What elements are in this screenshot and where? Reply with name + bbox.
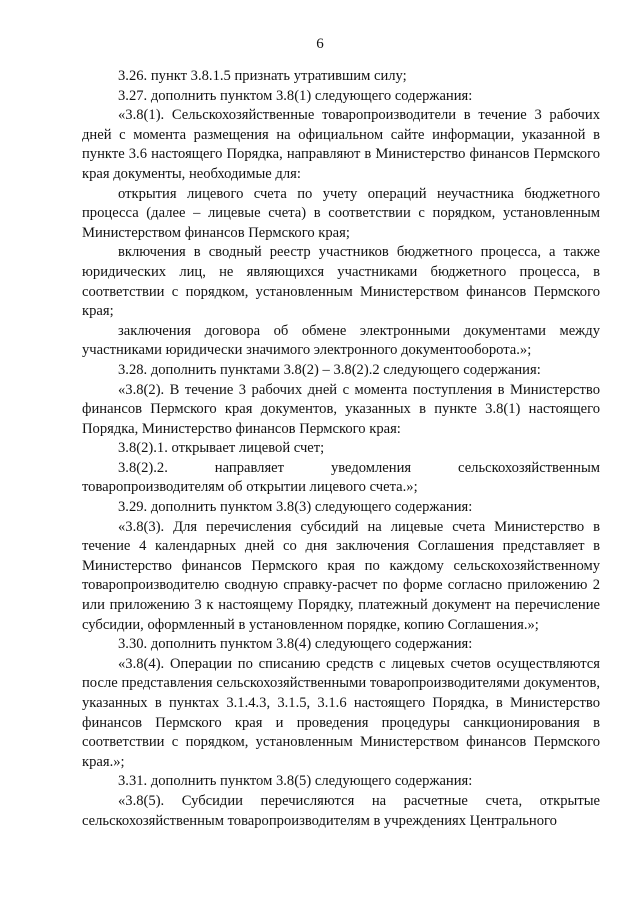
paragraph-3-30: 3.30. дополнить пунктом 3.8(4) следующего содержания: bbox=[118, 636, 473, 653]
paragraph-3-8-2-2: 3.8(2).2. направляет уведомления сельскохозяйственным товаропроизводителям об открытии лицевого счета.»; bbox=[82, 459, 600, 496]
paragraph-edo-agreement: заключения договора об обмене электронными документами между участниками юридически значимого электронного документооборота.»; bbox=[82, 322, 600, 359]
paragraph-3-8-1: «3.8(1). Сельскохозяйственные товаропроизводители в течение 3 рабочих дней с момента размещения на официальном сайте информации, указанной в пункте 3.6 настоящего Порядка, направляют в Министерство финансов Пермского края документы, необходимые для: bbox=[82, 107, 600, 182]
paragraph-3-31: 3.31. дополнить пунктом 3.8(5) следующего содержания: bbox=[118, 773, 473, 790]
paragraph-3-29: 3.29. дополнить пунктом 3.8(3) следующего содержания: bbox=[118, 499, 473, 516]
paragraph-3-8-3: «3.8(3). Для перечисления субсидий на лицевые счета Министерство в течение 4 календарных дней со дня заключения Соглашения представляет в Министерство финансов Пермского края по каждому сельскохозяйственному товаропроизводителю сводную справку-расчет по форме согласно приложению 2 или приложению 3 к настоящему Порядку, платежный документ на перечисление субсидии, оформленный в установленном порядке, копию Соглашения.»; bbox=[82, 518, 600, 633]
page-number: 6 bbox=[316, 36, 324, 52]
paragraph-3-8-4: «3.8(4). Операции по списанию средств с лицевых счетов осуществляются после представления сельскохозяйственными товаропроизводителями документов, указанных в пунктах 3.1.4.3, 3.1.5, 3.1.6 настоящего Порядка, в Министерство финансов Пермского края и проведения процедуры санкционирования в соответствии с порядком, установленным Министерством финансов Пермского края.»; bbox=[82, 655, 600, 770]
paragraph-open-account: открытия лицевого счета по учету операций неучастника бюджетного процесса (далее – лицевые счета) в соответствии с порядком, установленным Министерством финансов Пермского края; bbox=[82, 185, 600, 241]
paragraph-3-27: 3.27. дополнить пунктом 3.8(1) следующего содержания: bbox=[118, 87, 473, 104]
paragraph-3-8-5: «3.8(5). Субсидии перечисляются на расчетные счета, открытые сельскохозяйственным товаропроизводителям в учреждениях Центрального bbox=[82, 792, 600, 829]
paragraph-3-8-2: «3.8(2). В течение 3 рабочих дней с момента поступления в Министерство финансов Пермского края документов, указанных в пункте 3.8(1) настоящего Порядка, Министерство финансов Пермского края: bbox=[82, 381, 600, 437]
paragraph-3-8-2-1: 3.8(2).1. открывает лицевой счет; bbox=[118, 440, 325, 457]
paragraph-3-28: 3.28. дополнить пунктами 3.8(2) – 3.8(2).2 следующего содержания: bbox=[118, 361, 541, 378]
document-body bbox=[82, 67, 600, 831]
paragraph-include-registry: включения в сводный реестр участников бюджетного процесса, а также юридических лиц, не являющихся участниками бюджетного процесса, в соответствии с порядком, установленным Министерством финансов Пермского края; bbox=[82, 244, 600, 320]
paragraph-3-26: 3.26. пункт 3.8.1.5 признать утратившим силу; bbox=[118, 68, 407, 84]
